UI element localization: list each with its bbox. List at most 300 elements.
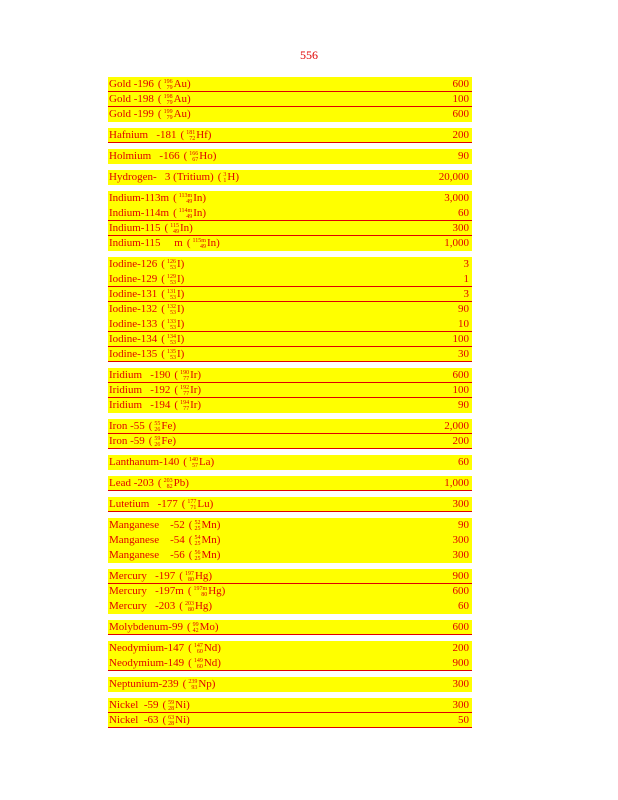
atomic-number: 79 [166,114,173,121]
open-paren: ( [188,549,193,561]
nuclide-notation [161,287,184,302]
isotope-name: Neodymium-149 [109,657,185,669]
isotope-row [108,368,472,383]
nuclide-notation [149,434,176,449]
nuclide-numbers [179,193,192,205]
mass-number: 140 [188,456,198,463]
mass-number: 63 [168,714,175,721]
mass-number: 196 [163,78,173,85]
isotope-name: Neptunium-239 [109,678,179,690]
isotope-value: 3 [463,288,469,300]
open-paren: ( [162,714,167,726]
mass-number: 113m [178,192,193,199]
isotope-name: Indium-113m [109,192,170,204]
nuclide-numbers [180,400,189,412]
element-symbol: Ho [199,150,213,162]
nuclide-notation [161,317,184,332]
isotope-group [108,170,472,185]
open-paren: ( [164,222,169,234]
nuclide-notation [161,347,184,362]
mass-number: 54 [194,534,201,541]
close-paren: ) [202,207,207,219]
isotope-value: 60 [458,456,469,468]
element-symbol: H [227,171,236,183]
isotope-row [108,677,472,692]
close-paren: ) [180,273,185,285]
nuclide-notation [187,236,220,251]
mass-number: 203 [163,477,173,484]
element-symbol: Hf [196,129,208,141]
open-paren: ( [157,93,162,105]
isotope-group [108,191,472,251]
close-paren: ) [189,222,193,234]
nuclide-numbers [194,586,208,598]
isotope-value: 100 [452,93,469,105]
nuclide-numbers [187,499,196,511]
isotope-name: Iodine-134 [109,333,158,345]
isotope-name: Mercury -197m [109,585,184,597]
nuclide-notation [183,455,214,470]
nuclide-notation [174,398,201,413]
isotope-group [108,677,472,692]
isotope-row [108,518,472,533]
isotope-row [108,287,472,302]
atomic-number: 28 [168,705,175,712]
element-symbol: In [179,222,190,234]
nuclide-notation [188,641,221,656]
atomic-number: 26 [154,426,161,433]
isotope-row [108,569,472,584]
isotope-group [108,518,472,563]
mass-number: 239 [188,678,198,685]
element-symbol: I [176,258,181,270]
open-paren: ( [188,657,192,669]
close-paren: ) [180,333,185,345]
nuclide-numbers [167,289,176,301]
isotope-row [108,77,472,92]
nuclide-numbers [194,550,200,562]
isotope-name: Iodine-129 [109,273,158,285]
isotope-row [108,107,472,122]
isotope-name: Iron -55 [109,420,145,432]
isotope-group [108,497,472,512]
isotope-value: 300 [452,222,469,234]
mass-number: 197m [193,585,208,592]
isotope-row [108,548,472,563]
open-paren: ( [161,333,165,345]
element-symbol: Lu [197,498,210,510]
nuclide-numbers [167,319,176,331]
isotope-group [108,455,472,470]
isotope-value: 600 [452,585,469,597]
isotope-group [108,698,472,728]
nuclide-numbers [194,520,200,532]
element-symbol: Nd [203,642,218,654]
isotope-name: Neodymium-147 [109,642,185,654]
open-paren: ( [148,435,153,447]
isotope-name: Indium-114m [109,207,170,219]
open-paren: ( [186,621,191,633]
isotope-value: 600 [452,108,469,120]
atomic-number: 53 [169,279,176,286]
close-paren: ) [187,108,191,120]
open-paren: ( [187,585,192,597]
nuclide-numbers [164,478,173,490]
atomic-number: 53 [169,324,176,331]
isotope-name: Hydrogen- 3 (Tritium) [109,171,214,183]
isotope-value: 2,000 [444,420,469,432]
nuclide-numbers [167,259,176,271]
element-symbol: Hg [194,570,209,582]
isotope-name: Nickel -59 [109,699,159,711]
nuclide-numbers [167,349,176,361]
nuclide-notation [161,302,184,317]
mass-number: 133 [166,318,176,325]
open-paren: ( [161,288,165,300]
isotope-value: 3,000 [444,192,469,204]
atomic-number: 53 [169,354,176,361]
nuclide-numbers [168,715,174,727]
isotope-value: 300 [452,699,469,711]
nuclide-notation [161,257,184,272]
nuclide-numbers [167,274,176,286]
open-paren: ( [161,303,165,315]
nuclide-notation [189,518,221,533]
isotope-value: 90 [458,519,469,531]
isotope-group [108,569,472,614]
isotope-name: Iron -59 [109,435,145,447]
mass-number: 149 [193,657,203,664]
atomic-number: 77 [183,405,190,412]
isotope-value: 10 [458,318,469,330]
element-symbol: Np [198,678,212,690]
atomic-number: 49 [186,198,193,205]
isotope-name: Iodine-133 [109,318,158,330]
open-paren: ( [161,318,165,330]
element-symbol: Fe [161,420,173,432]
atomic-number: 1 [223,177,227,184]
isotope-value: 100 [452,384,469,396]
nuclide-numbers [164,94,173,106]
mass-number: 166 [189,150,199,157]
atomic-number: 93 [191,684,198,691]
mass-number: 3 [223,171,227,178]
nuclide-numbers [193,238,206,250]
isotope-value: 30 [458,348,469,360]
isotope-row [108,128,472,143]
nuclide-notation [187,620,219,635]
element-symbol: In [193,207,203,219]
nuclide-numbers [185,601,194,613]
atomic-number: 67 [192,156,199,163]
open-paren: ( [161,348,165,360]
mass-number: 126 [166,258,176,265]
atomic-number: 42 [192,627,199,634]
nuclide-numbers [186,130,195,142]
nuclide-notation [182,497,214,512]
open-paren: ( [161,273,165,285]
isotope-value: 20,000 [438,171,469,183]
nuclide-notation [188,584,225,599]
mass-number: 203 [184,600,194,607]
element-symbol: Ni [175,699,187,711]
isotope-row [108,92,472,107]
isotope-name: Gold -198 [109,93,154,105]
atomic-number: 60 [196,663,203,670]
close-paren: ) [212,150,217,162]
nuclide-numbers [194,643,203,655]
open-paren: ( [180,129,185,141]
mass-number: 199 [163,108,173,115]
nuclide-numbers [194,535,200,547]
atomic-number: 25 [194,540,201,547]
open-paren: ( [183,456,187,468]
isotope-name: Indium-115 [109,222,161,234]
mass-number: 177 [187,498,197,505]
element-symbol: Mn [201,519,217,531]
isotope-value: 50 [458,714,469,726]
isotope-group [108,77,472,122]
close-paren: ) [180,348,185,360]
element-symbol: Ir [190,399,198,411]
atomic-number: 71 [190,504,197,511]
atomic-number: 53 [169,294,176,301]
isotope-row [108,533,472,548]
isotope-row [108,620,472,635]
open-paren: ( [181,498,186,510]
isotope-value: 3 [463,258,469,270]
nuclide-notation [158,107,191,122]
nuclide-numbers [193,622,199,634]
atomic-number: 53 [169,264,176,271]
nuclide-notation [173,206,206,221]
nuclide-notation [149,419,176,434]
element-symbol: I [176,288,181,300]
atomic-number: 53 [169,309,176,316]
open-paren: ( [161,258,165,270]
nuclide-notation [158,77,191,92]
open-paren: ( [188,519,193,531]
nuclide-numbers [170,223,179,235]
isotope-row [108,302,472,317]
close-paren: ) [180,318,185,330]
isotope-value: 60 [458,207,469,219]
element-symbol: Fe [161,435,173,447]
isotope-value: 100 [452,333,469,345]
isotope-row [108,236,472,251]
open-paren: ( [162,699,167,711]
open-paren: ( [183,150,188,162]
isotope-value: 300 [452,498,469,510]
close-paren: ) [208,570,213,582]
close-paren: ) [216,549,221,561]
nuclide-numbers [189,457,198,469]
atomic-number: 25 [194,555,201,562]
element-symbol: I [176,318,181,330]
element-symbol: I [176,348,181,360]
nuclide-notation [181,128,212,143]
nuclide-notation [174,368,201,383]
nuclide-notation [179,569,212,584]
mass-number: 56 [194,549,201,556]
isotope-row [108,476,472,491]
element-symbol: Au [173,93,188,105]
isotope-row [108,383,472,398]
isotope-row [108,656,472,671]
element-symbol: I [176,333,181,345]
element-symbol: I [176,303,181,315]
nuclide-notation [184,149,217,164]
isotope-value: 200 [452,642,469,654]
isotope-group [108,620,472,635]
open-paren: ( [173,192,177,204]
isotope-row [108,272,472,287]
nuclide-numbers [223,172,226,184]
atomic-number: 80 [187,606,194,613]
element-symbol: In [193,192,203,204]
isotope-row [108,713,472,728]
close-paren: ) [202,192,207,204]
open-paren: ( [217,171,222,183]
isotope-value: 1 [463,273,469,285]
atomic-number: 53 [169,339,176,346]
close-paren: ) [186,699,190,711]
mass-number: 198 [163,93,173,100]
atomic-number: 80 [187,576,194,583]
nuclide-notation [161,272,184,287]
isotope-value: 600 [452,621,469,633]
isotope-value: 1,000 [444,237,469,249]
close-paren: ) [180,258,185,270]
nuclide-numbers [167,304,176,316]
open-paren: ( [174,399,179,411]
close-paren: ) [216,237,220,249]
element-symbol: Mo [199,621,215,633]
isotope-value: 600 [452,78,469,90]
isotope-name: Manganese -54 [109,534,185,546]
close-paren: ) [207,129,212,141]
nuclide-numbers [154,436,160,448]
isotope-name: Iodine-131 [109,288,158,300]
nuclide-notation [179,599,212,614]
open-paren: ( [157,78,162,90]
isotope-group [108,149,472,164]
isotope-value: 200 [452,129,469,141]
isotope-value: 90 [458,303,469,315]
isotope-row [108,698,472,713]
close-paren: ) [197,384,202,396]
mass-number: 147 [193,642,203,649]
isotope-row [108,419,472,434]
isotope-name: Manganese -56 [109,549,185,561]
close-paren: ) [197,369,202,381]
isotope-value: 900 [452,570,469,582]
isotope-name: Iodine-126 [109,258,158,270]
nuclide-notation [218,170,239,185]
close-paren: ) [221,585,226,597]
isotope-table [108,77,472,734]
isotope-group [108,476,472,491]
isotope-value: 60 [458,600,469,612]
close-paren: ) [217,657,221,669]
nuclide-notation [158,92,191,107]
nuclide-numbers [154,421,160,433]
isotope-row [108,170,472,185]
close-paren: ) [216,534,221,546]
isotope-row [108,347,472,362]
isotope-value: 900 [452,657,469,669]
isotope-name: Mercury -203 [109,600,176,612]
nuclide-notation [174,383,201,398]
isotope-name: Holmium -166 [109,150,180,162]
open-paren: ( [188,642,192,654]
isotope-value: 90 [458,399,469,411]
element-symbol: In [206,237,217,249]
close-paren: ) [187,93,191,105]
nuclide-numbers [180,370,189,382]
mass-number: 134 [166,333,176,340]
element-symbol: Ni [175,714,187,726]
isotope-group [108,419,472,449]
atomic-number: 82 [166,483,173,490]
nuclide-notation [189,548,221,563]
mass-number: 135 [166,348,176,355]
nuclide-numbers [180,385,189,397]
element-symbol: Pb [173,477,186,489]
mass-number: 129 [166,273,176,280]
close-paren: ) [180,288,185,300]
isotope-value: 1,000 [444,477,469,489]
close-paren: ) [172,435,177,447]
open-paren: ( [174,369,179,381]
atomic-number: 72 [189,135,196,142]
nuclide-notation [189,533,221,548]
mass-number: 52 [194,519,201,526]
isotope-name: Molybdenum-99 [109,621,183,633]
mass-number: 181 [186,129,196,136]
atomic-number: 77 [183,390,190,397]
mass-number: 115m [192,237,206,244]
nuclide-numbers [164,109,173,121]
isotope-row [108,497,472,512]
isotope-name: Mercury -197 [109,570,176,582]
close-paren: ) [186,714,190,726]
nuclide-numbers [185,571,194,583]
open-paren: ( [179,570,183,582]
atomic-number: 57 [191,462,198,469]
mass-number: 192 [180,384,190,391]
isotope-group [108,257,472,362]
isotope-name: Nickel -63 [109,714,159,726]
close-paren: ) [216,519,221,531]
open-paren: ( [157,108,162,120]
nuclide-numbers [194,658,203,670]
isotope-name: Lead -203 [109,477,154,489]
isotope-group [108,641,472,671]
isotope-value: 600 [452,369,469,381]
open-paren: ( [174,384,179,396]
atomic-number: 49 [172,228,179,235]
atomic-number: 60 [196,648,203,655]
open-paren: ( [186,237,191,249]
isotope-value: 300 [452,678,469,690]
isotope-row [108,599,472,614]
nuclide-notation [162,698,189,713]
element-symbol: Au [173,78,188,90]
isotope-row [108,584,472,599]
isotope-name: Gold -196 [109,78,154,90]
mass-number: 190 [180,369,190,376]
